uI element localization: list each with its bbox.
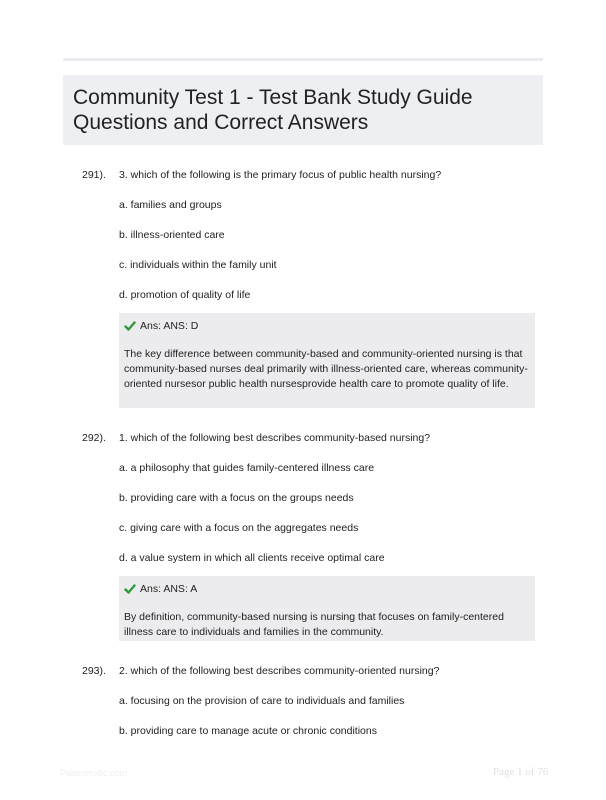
- footer-watermark: Paperstudic.com: [60, 768, 128, 778]
- question-text: 3. which of the following is the primary focus of public health nursing?: [119, 169, 442, 181]
- answer-text: Ans: ANS: D: [140, 320, 199, 332]
- page-number: Page 1 of 76: [493, 766, 549, 778]
- option-c: c. giving care with a focus on the aggregates needs: [119, 522, 359, 534]
- title-line-1: Community Test 1 - Test Bank Study Guide: [73, 86, 473, 109]
- option-a: a. a philosophy that guides family-centered illness care: [119, 462, 375, 474]
- question-text: 1. which of the following best describes community-based nursing?: [119, 432, 431, 444]
- option-b: b. providing care to manage acute or chronic conditions: [119, 725, 377, 737]
- check-icon: [124, 320, 136, 332]
- answer-line: [124, 582, 530, 596]
- option-d: d. a value system in which all clients receive optimal care: [119, 552, 385, 564]
- option-b: b. providing care with a focus on the groups needs: [119, 492, 354, 504]
- check-icon: [124, 583, 136, 595]
- option-a: a. focusing on the provision of care to individuals and families: [119, 695, 405, 707]
- answer-explanation: The key difference between community-based and community-oriented nursing is that community-based nurses deal primarily with illness-oriented care, whereas community-oriented nursesor public health nursesprovide health care to promote quality of life.: [124, 348, 528, 390]
- option-d: d. promotion of quality of life: [119, 289, 251, 301]
- title-line-2: Questions and Correct Answers: [73, 111, 369, 134]
- question-text: 2. which of the following best describes community-oriented nursing?: [119, 665, 440, 677]
- question-number: 293).: [82, 665, 106, 677]
- answer-line: [124, 319, 530, 333]
- answer-box: [119, 576, 535, 641]
- top-divider: [63, 58, 543, 61]
- option-b: b. illness-oriented care: [119, 229, 225, 241]
- option-a: a. families and groups: [119, 199, 222, 211]
- question-number: 292).: [82, 432, 106, 444]
- question-number: 291).: [82, 169, 106, 181]
- option-c: c. individuals within the family unit: [119, 259, 277, 271]
- answer-text: Ans: ANS: A: [140, 583, 198, 595]
- title-banner: [63, 75, 543, 145]
- answer-box: [119, 313, 535, 408]
- answer-explanation: By definition, community-based nursing is nursing that focuses on family-centered illness care to individuals and families in the community.: [124, 611, 504, 638]
- page-title: [73, 85, 533, 135]
